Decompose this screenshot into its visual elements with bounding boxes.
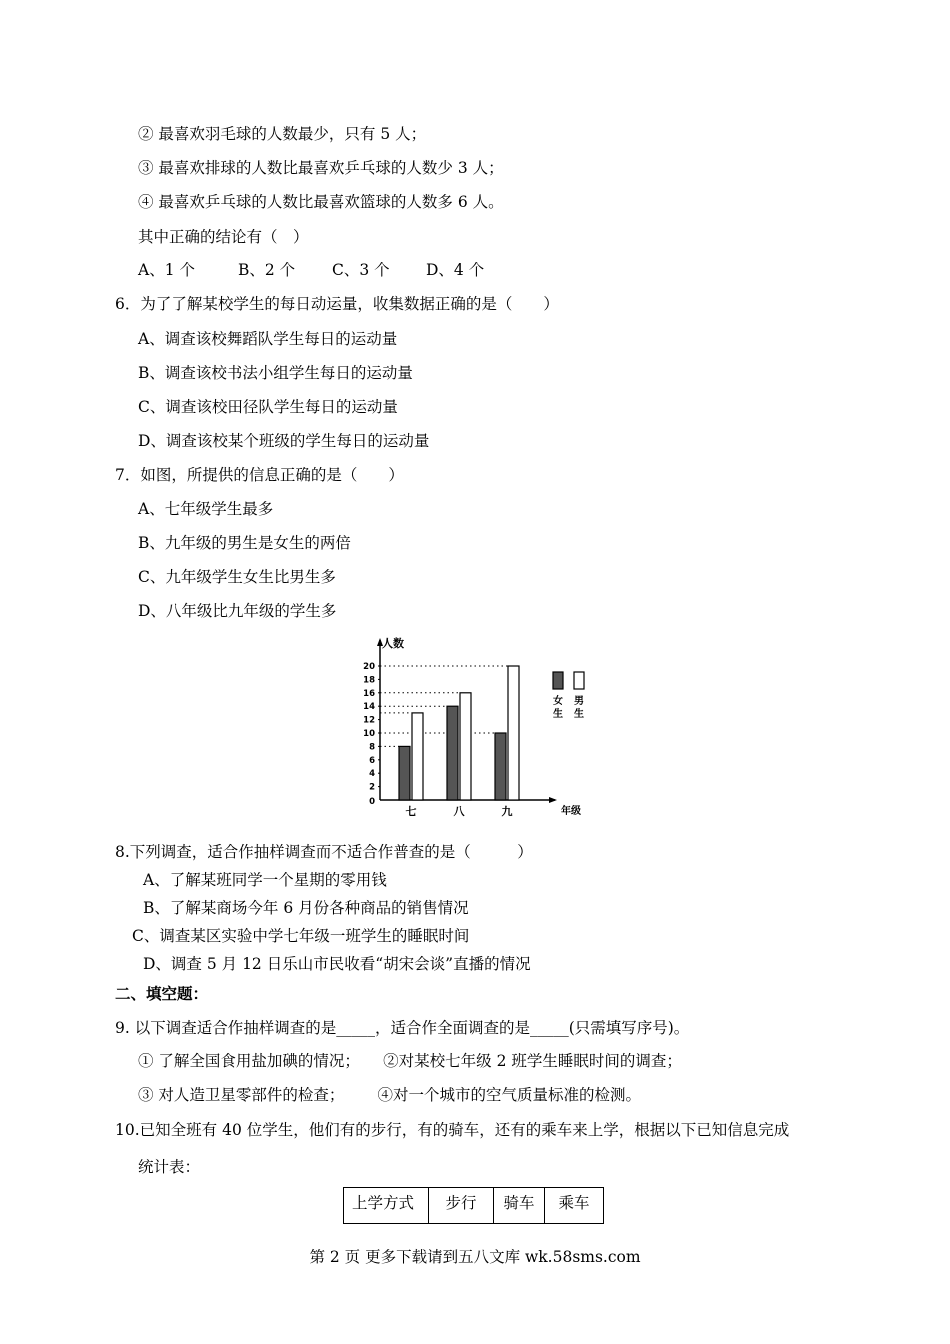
q8-option-a: A、了解某班同学一个星期的零用钱	[143, 871, 387, 889]
y-tick-label: 2	[369, 782, 375, 793]
bar-female-2	[495, 733, 506, 800]
q6-option-d: D、调查该校某个班级的学生每日的运动量	[138, 432, 430, 450]
y-axis-label: 人数	[382, 637, 404, 650]
x-axis-label: 年级	[561, 806, 581, 817]
x-tick-label: 九	[501, 805, 513, 818]
q5-prompt: 其中正确的结论有（ ）	[138, 228, 309, 246]
q6-option-a: A、调查该校舞蹈队学生每日的运动量	[138, 330, 398, 348]
q5-statement-4: ④ 最喜欢乒乓球的人数比最喜欢篮球的人数多 6 人。	[138, 193, 504, 211]
y-tick-label: 10	[363, 729, 375, 739]
legend-label: 女	[553, 696, 563, 707]
bar-female-0	[399, 746, 410, 800]
q8-stem: 8.下列调查，适合作抽样调查而不适合作普查的是（ ）	[115, 843, 533, 861]
q7-option-b: B、九年级的男生是女生的两倍	[138, 534, 351, 552]
table-header-cell: 乘车	[545, 1188, 604, 1224]
grade-bar-chart	[355, 632, 600, 822]
q6-option-b: B、调查该校书法小组学生每日的运动量	[138, 364, 413, 382]
chart-guides	[380, 666, 508, 746]
q8-option-d: D、调查 5 月 12 日乐山市民收看“胡宋会谈”直播的情况	[143, 955, 531, 973]
y-tick-label: 16	[363, 688, 375, 699]
y-tick-label: 0	[369, 797, 375, 807]
legend-label: 生	[574, 709, 584, 720]
legend-swatch-0	[553, 672, 563, 689]
q7-option-d: D、八年级比九年级的学生多	[138, 602, 337, 620]
chart-bars	[399, 666, 519, 800]
legend-swatch-1	[574, 672, 584, 689]
q5-option-b: B、2 个	[238, 261, 296, 279]
y-tick-label: 12	[363, 715, 375, 726]
y-tick-label: 4	[369, 769, 375, 780]
q10-stem: 10.已知全班有 40 位学生，他们有的步行，有的骑车，还有的乘车来上学，根据以下已知信息完成	[115, 1121, 790, 1139]
q6-option-c: C、调查该校田径队学生每日的运动量	[138, 398, 398, 416]
chart-labels	[363, 636, 584, 818]
y-tick-label: 20	[363, 662, 375, 672]
section-title: 二、填空题：	[115, 985, 209, 1003]
q5-option-d: D、4 个	[426, 261, 485, 279]
x-tick-label: 八	[453, 805, 465, 818]
bar-female-1	[447, 706, 458, 800]
q9-items-line1: ① 了解全国食用盐加碘的情况； ②对某校七年级 2 班学生睡眠时间的调查；	[138, 1052, 682, 1070]
q7-option-a: A、七年级学生最多	[138, 500, 274, 518]
table-row	[344, 1188, 604, 1224]
q7-stem: 7．如图，所提供的信息正确的是（ ）	[115, 466, 404, 484]
table-header-cell: 骑车	[494, 1188, 545, 1224]
q8-option-b: B、了解某商场今年 6 月份各种商品的销售情况	[143, 899, 469, 917]
q5-statement-3: ③ 最喜欢排球的人数比最喜欢乒乓球的人数少 3 人；	[138, 159, 504, 177]
q9-stem: 9. 以下调查适合作抽样调查的是_____，适合作全面调查的是_____(只需填写序号)。	[115, 1019, 690, 1037]
x-tick-label: 七	[405, 805, 417, 818]
bar-male-0	[412, 713, 423, 800]
q5-option-a: A、1 个	[138, 261, 195, 279]
y-tick-label: 14	[363, 702, 375, 713]
table-header-cell: 上学方式	[344, 1188, 429, 1224]
q5-statement-2: ② 最喜欢羽毛球的人数最少，只有 5 人；	[138, 125, 427, 143]
bar-male-1	[460, 693, 471, 800]
bar-male-2	[508, 666, 519, 800]
stat-table	[343, 1187, 604, 1224]
x-axis-arrow	[549, 797, 557, 803]
table-header-cell: 步行	[429, 1188, 494, 1224]
q5-option-c: C、3 个	[332, 261, 390, 279]
q10-cont: 统计表：	[138, 1158, 201, 1176]
y-tick-label: 6	[369, 755, 375, 766]
legend-label: 男	[574, 696, 584, 707]
page-footer: 第 2 页 更多下载请到五八文库 wk.58sms.com	[309, 1248, 641, 1266]
q8-option-c: C、调查某区实验中学七年级一班学生的睡眠时间	[132, 927, 470, 945]
q6-stem: 6．为了了解某校学生的每日动运量，收集数据正确的是（ ）	[115, 295, 559, 313]
y-tick-label: 8	[369, 742, 375, 753]
y-tick-label: 18	[363, 675, 375, 686]
q9-items-line2: ③ 对人造卫星零部件的检查； ④对一个城市的空气质量标准的检测。	[138, 1086, 642, 1104]
legend-label: 生	[553, 709, 563, 720]
q7-option-c: C、九年级学生女生比男生多	[138, 568, 336, 586]
